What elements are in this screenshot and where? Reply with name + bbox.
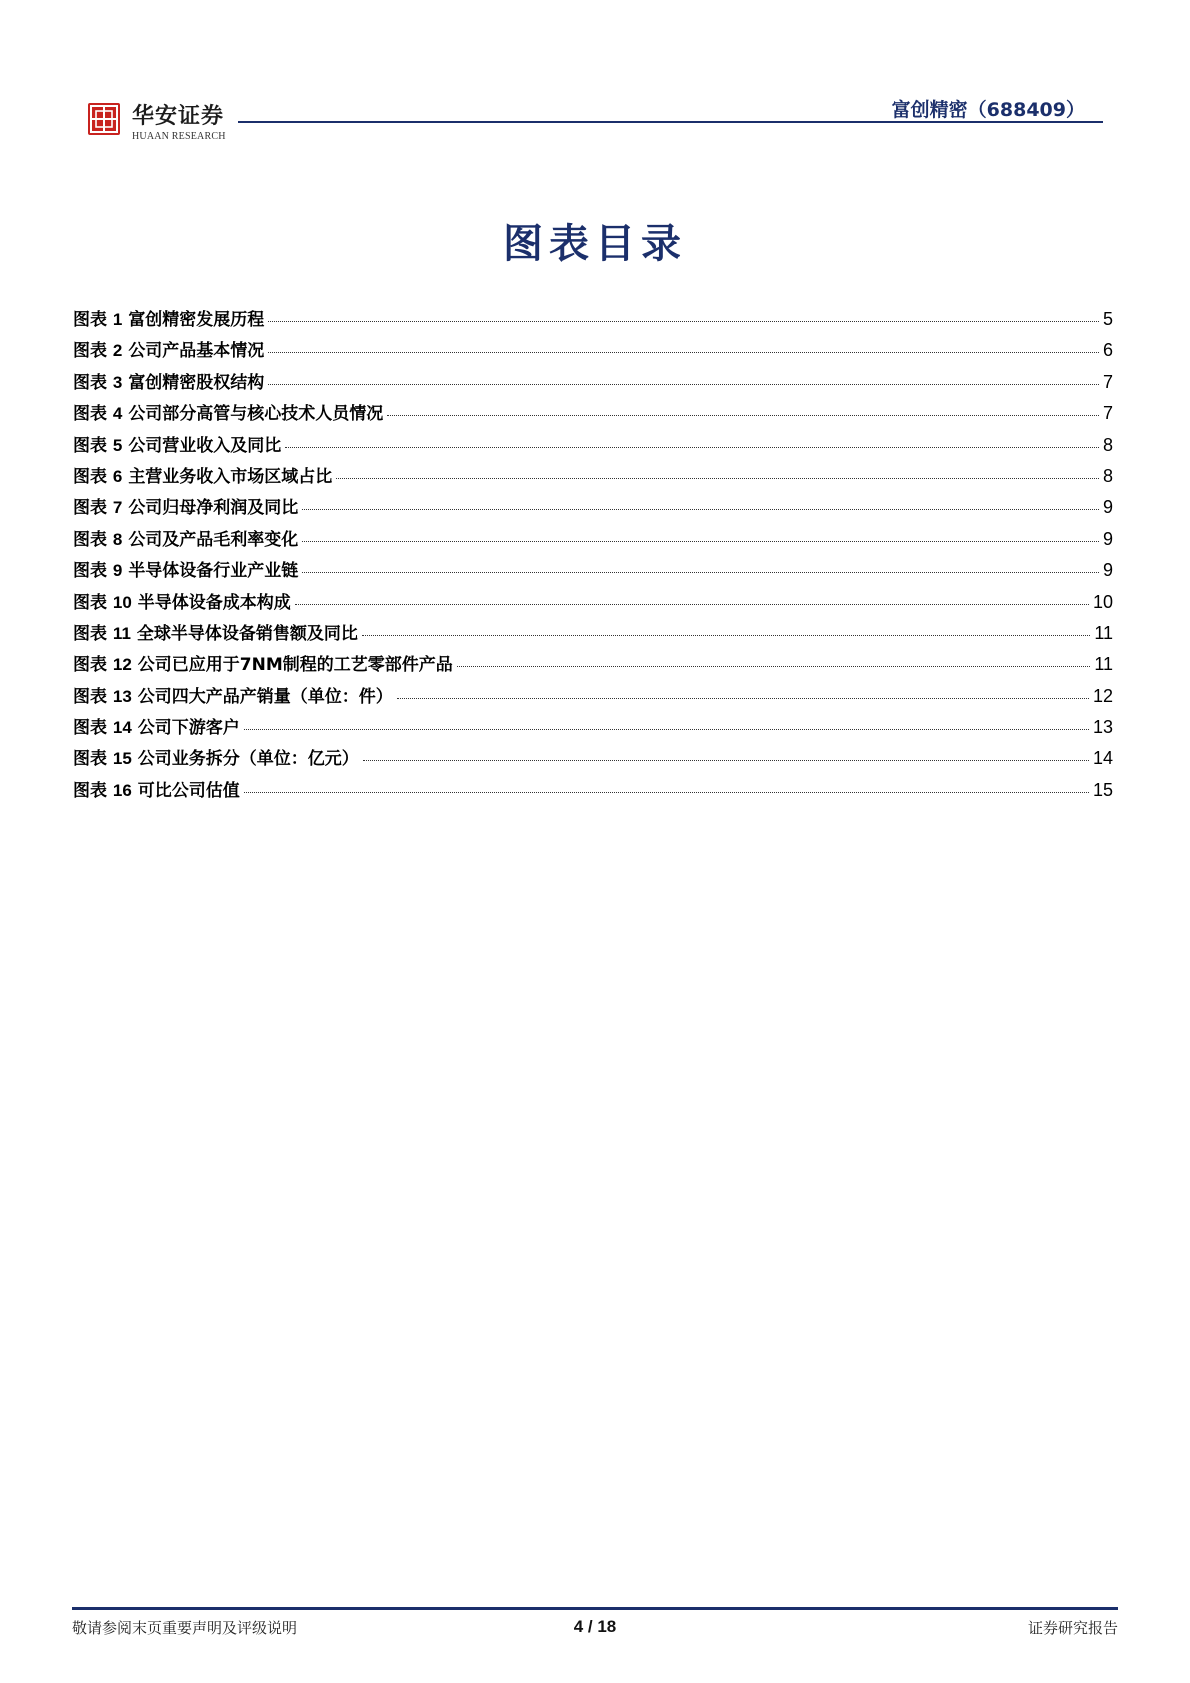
toc-entry-label [73, 588, 291, 613]
toc-entry-label [73, 682, 393, 707]
toc-entry-number: 13 [112, 686, 132, 706]
footer-divider [72, 1607, 1118, 1610]
toc-entry[interactable] [73, 556, 1113, 587]
toc-entry-text: 公司及产品毛利率变化 [128, 529, 299, 550]
toc-entry[interactable] [73, 399, 1113, 430]
page-number: 4 / 18 [573, 1617, 617, 1636]
toc-entry[interactable] [73, 368, 1113, 399]
toc-entry-number: 14 [112, 718, 132, 738]
toc-entry-prefix: 图表 [73, 623, 107, 644]
toc-entry-label [73, 399, 383, 424]
toc-dot-leader [397, 698, 1089, 699]
toc-entry-page: 9 [1102, 497, 1113, 518]
toc-entry[interactable] [73, 462, 1113, 493]
toc-entry-text: 公司产品基本情况 [128, 341, 265, 362]
toc-dot-leader [285, 447, 1099, 448]
toc-dot-leader [362, 635, 1090, 636]
toc-entry-text: 富创精密发展历程 [128, 310, 265, 330]
logo-chinese-name: 华安证券 [132, 103, 225, 129]
toc-entry-page: 6 [1102, 340, 1113, 361]
toc-dot-leader [268, 352, 1099, 353]
toc-entry-number: 8 [112, 529, 123, 549]
toc-entry-page: 9 [1102, 560, 1113, 581]
toc-entry-page: 12 [1092, 685, 1113, 706]
toc-dot-leader [244, 729, 1089, 730]
toc-entry-prefix: 图表 [73, 404, 107, 425]
toc-entry-page: 13 [1092, 717, 1113, 738]
toc-entry-prefix: 图表 [73, 435, 107, 456]
toc-dot-leader [302, 572, 1099, 573]
toc-entry-text: 公司已应用于7NM制程的工艺零部件产品 [137, 655, 453, 676]
footer-disclaimer: 敬请参阅末页重要声明及评级说明 [72, 1619, 298, 1637]
huaan-seal-logo-icon [88, 103, 120, 135]
toc-entry-prefix: 图表 [73, 466, 107, 487]
toc-entry-page: 9 [1102, 528, 1113, 549]
toc-entry[interactable] [73, 713, 1113, 744]
toc-entry-label [73, 525, 298, 550]
toc-entry-page: 11 [1094, 622, 1113, 643]
toc-entry[interactable] [73, 682, 1113, 713]
toc-entry-prefix: 图表 [73, 529, 107, 550]
toc-entry-page: 8 [1102, 434, 1113, 455]
toc-entry-page: 11 [1094, 654, 1113, 675]
toc-entry-label [73, 368, 264, 393]
toc-entry-prefix: 图表 [73, 341, 107, 362]
toc-entry[interactable] [73, 305, 1113, 336]
toc-entry-label [73, 305, 264, 330]
toc-entry-number: 4 [112, 404, 123, 424]
toc-entry-text: 公司四大产品产销量（单位：件） [137, 686, 393, 707]
toc-entry-label [73, 336, 264, 361]
toc-entry[interactable] [73, 493, 1113, 524]
toc-entry-number: 2 [112, 341, 123, 361]
toc-dot-leader [295, 604, 1089, 605]
toc-entry-prefix: 图表 [73, 686, 107, 707]
toc-entry-label [73, 619, 358, 644]
toc-dot-leader [457, 666, 1091, 667]
toc-entry-text: 公司下游客户 [137, 718, 240, 739]
header-company-name: 富创精密（688409） [891, 99, 1085, 121]
toc-entry-page: 5 [1102, 309, 1113, 329]
toc-entry-prefix: 图表 [73, 718, 107, 739]
toc-entry-prefix: 图表 [73, 749, 107, 770]
toc-entry-page: 7 [1102, 403, 1113, 424]
toc-entry-prefix: 图表 [73, 498, 107, 519]
toc-entry-page: 14 [1092, 748, 1113, 769]
toc-entry-text: 全球半导体设备销售额及同比 [136, 623, 358, 644]
toc-entry-label [73, 650, 453, 675]
toc-entry-text: 富创精密股权结构 [128, 372, 265, 393]
toc-entry-number: 1 [112, 310, 123, 329]
toc-entry-text: 可比公司估值 [137, 780, 240, 801]
toc-entry-number: 15 [112, 749, 132, 769]
toc-entry[interactable] [73, 776, 1113, 807]
toc-entry-number: 12 [112, 655, 132, 675]
toc-dot-leader [336, 478, 1099, 479]
toc-entry-page: 8 [1102, 465, 1113, 486]
toc-entry-prefix: 图表 [73, 780, 107, 801]
toc-entry-page: 15 [1092, 779, 1113, 800]
toc-entry-label [73, 462, 332, 487]
toc-entry-number: 7 [112, 498, 123, 518]
toc-entry-page: 7 [1102, 371, 1113, 392]
page-header [88, 85, 1103, 155]
header-divider [238, 121, 1103, 123]
toc-dot-leader [302, 541, 1099, 542]
toc-dot-leader [387, 415, 1099, 416]
toc-entry-label [73, 744, 359, 769]
toc-entry-label [73, 556, 298, 581]
toc-entry-page: 10 [1092, 591, 1113, 612]
toc-entry-label [73, 493, 298, 518]
toc-entry-label [73, 713, 240, 738]
toc-entry-text: 公司部分高管与核心技术人员情况 [128, 404, 384, 425]
toc-entry-prefix: 图表 [73, 561, 107, 582]
toc-entry-number: 16 [112, 780, 132, 800]
toc-entry[interactable] [73, 650, 1113, 681]
toc-dot-leader [302, 509, 1099, 510]
toc-entry[interactable] [73, 525, 1113, 556]
toc-entry[interactable] [73, 619, 1113, 650]
toc-dot-leader [363, 760, 1089, 761]
logo-english-name: HUAAN RESEARCH [132, 131, 226, 142]
toc-entry-number: 3 [112, 372, 123, 392]
toc-entry-prefix: 图表 [73, 310, 107, 330]
toc-entry-text: 公司业务拆分（单位：亿元） [137, 749, 359, 770]
toc-dot-leader [268, 384, 1099, 385]
toc-entry-prefix: 图表 [73, 592, 107, 613]
toc-entry-number: 9 [112, 561, 123, 581]
toc-entry-text: 半导体设备成本构成 [137, 592, 291, 613]
toc-entry-label [73, 431, 281, 456]
figure-table-of-contents [73, 305, 1113, 807]
toc-entry[interactable] [73, 744, 1113, 775]
toc-entry-number: 11 [112, 623, 131, 643]
toc-entry-text: 公司营业收入及同比 [128, 435, 282, 456]
toc-entry-text: 半导体设备行业产业链 [128, 561, 299, 582]
page-title: 图表目录 [503, 220, 687, 267]
toc-entry[interactable] [73, 336, 1113, 367]
toc-entry-prefix: 图表 [73, 372, 107, 393]
toc-entry-prefix: 图表 [73, 655, 107, 676]
toc-entry[interactable] [73, 431, 1113, 462]
toc-entry[interactable] [73, 588, 1113, 619]
toc-entry-number: 6 [112, 466, 123, 486]
toc-entry-text: 主营业务收入市场区域占比 [128, 466, 333, 487]
toc-entry-number: 10 [112, 592, 132, 612]
footer-report-type: 证券研究报告 [1027, 1619, 1118, 1637]
toc-entry-text: 公司归母净利润及同比 [128, 498, 299, 519]
toc-dot-leader [268, 321, 1099, 322]
toc-dot-leader [244, 792, 1089, 793]
toc-entry-label [73, 776, 240, 801]
toc-entry-number: 5 [112, 435, 123, 455]
